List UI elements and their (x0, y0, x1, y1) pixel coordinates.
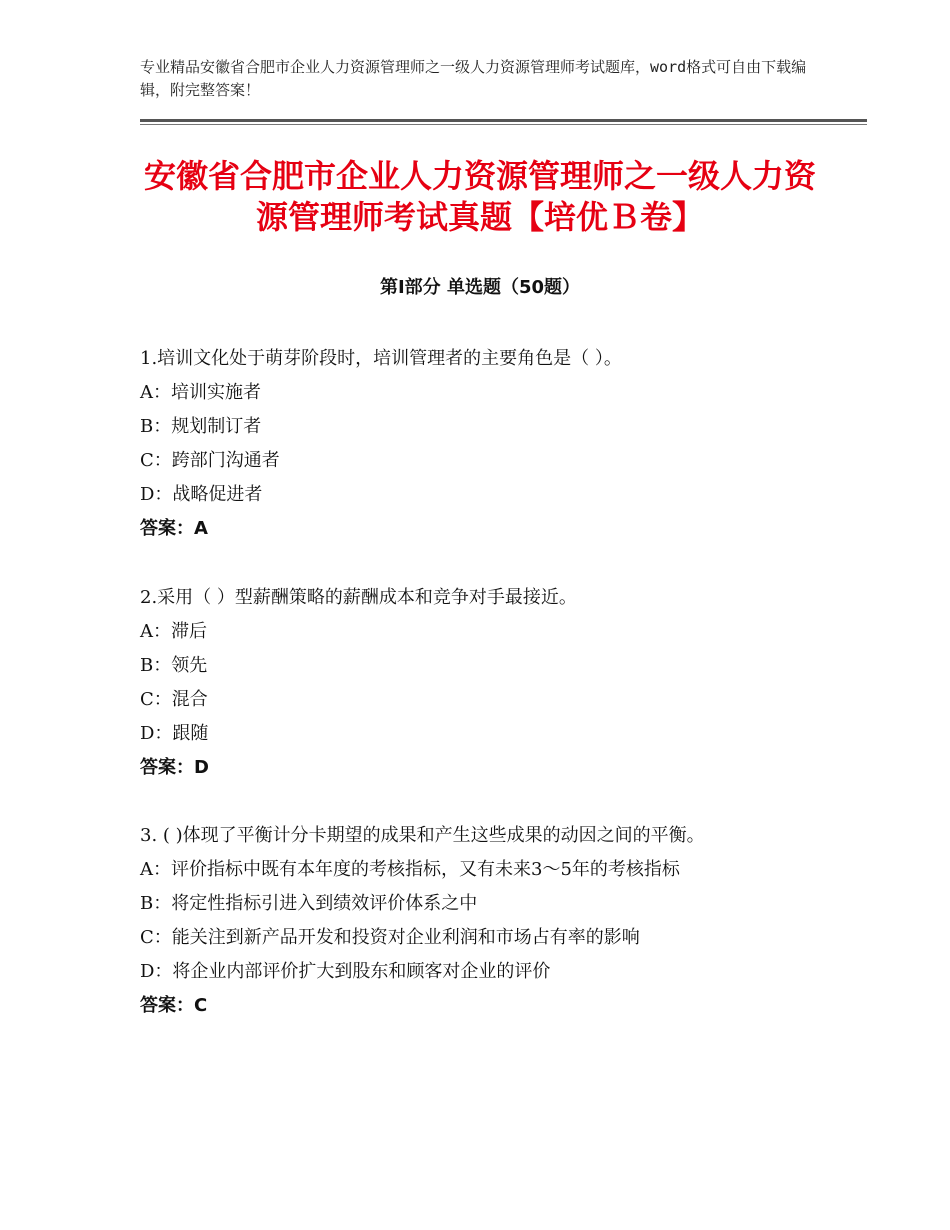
question-2 (140, 581, 820, 785)
option-d: D：跟随 (140, 723, 209, 744)
question-stem: 1.培训文化处于萌芽阶段时，培训管理者的主要角色是（ ）。 (140, 348, 622, 369)
option-d: D：战略促进者 (140, 484, 263, 505)
answer: 答案：A (140, 518, 208, 539)
option-c: C：混合 (140, 689, 208, 710)
section-heading: 第Ⅰ部分 单选题（50题） (379, 277, 580, 298)
option-b: B：规划制订者 (140, 416, 262, 437)
question-3 (140, 819, 820, 1023)
header-divider (140, 119, 867, 125)
document-title: 安徽省合肥市企业人力资源管理师之一级人力资源管理师考试真题【培优Ｂ卷】 (143, 157, 816, 236)
option-a: A：滞后 (140, 621, 207, 642)
option-b: B：将定性指标引进入到绩效评价体系之中 (140, 893, 478, 914)
answer: 答案：C (140, 995, 208, 1016)
option-c: C：跨部门沟通者 (140, 450, 280, 471)
option-d: D：将企业内部评价扩大到股东和顾客对企业的评价 (140, 961, 551, 982)
question-stem: 2.采用（ ）型薪酬策略的薪酬成本和竞争对手最接近。 (140, 587, 577, 608)
option-a: A：评价指标中既有本年度的考核指标，又有未来3～5年的考核指标 (140, 859, 680, 880)
question-stem: 3. ( )体现了平衡计分卡期望的成果和产生这些成果的动因之间的平衡。 (140, 825, 705, 846)
option-c: C：能关注到新产品开发和投资对企业利润和市场占有率的影响 (140, 927, 640, 948)
option-b: B：领先 (140, 655, 208, 676)
header-note: 专业精品安徽省合肥市企业人力资源管理师之一级人力资源管理师考试题库，word格式可自由下载编辑，附完整答案！ (140, 58, 807, 99)
question-1 (140, 342, 820, 546)
answer: 答案：D (140, 757, 209, 778)
option-a: A：培训实施者 (140, 382, 261, 403)
